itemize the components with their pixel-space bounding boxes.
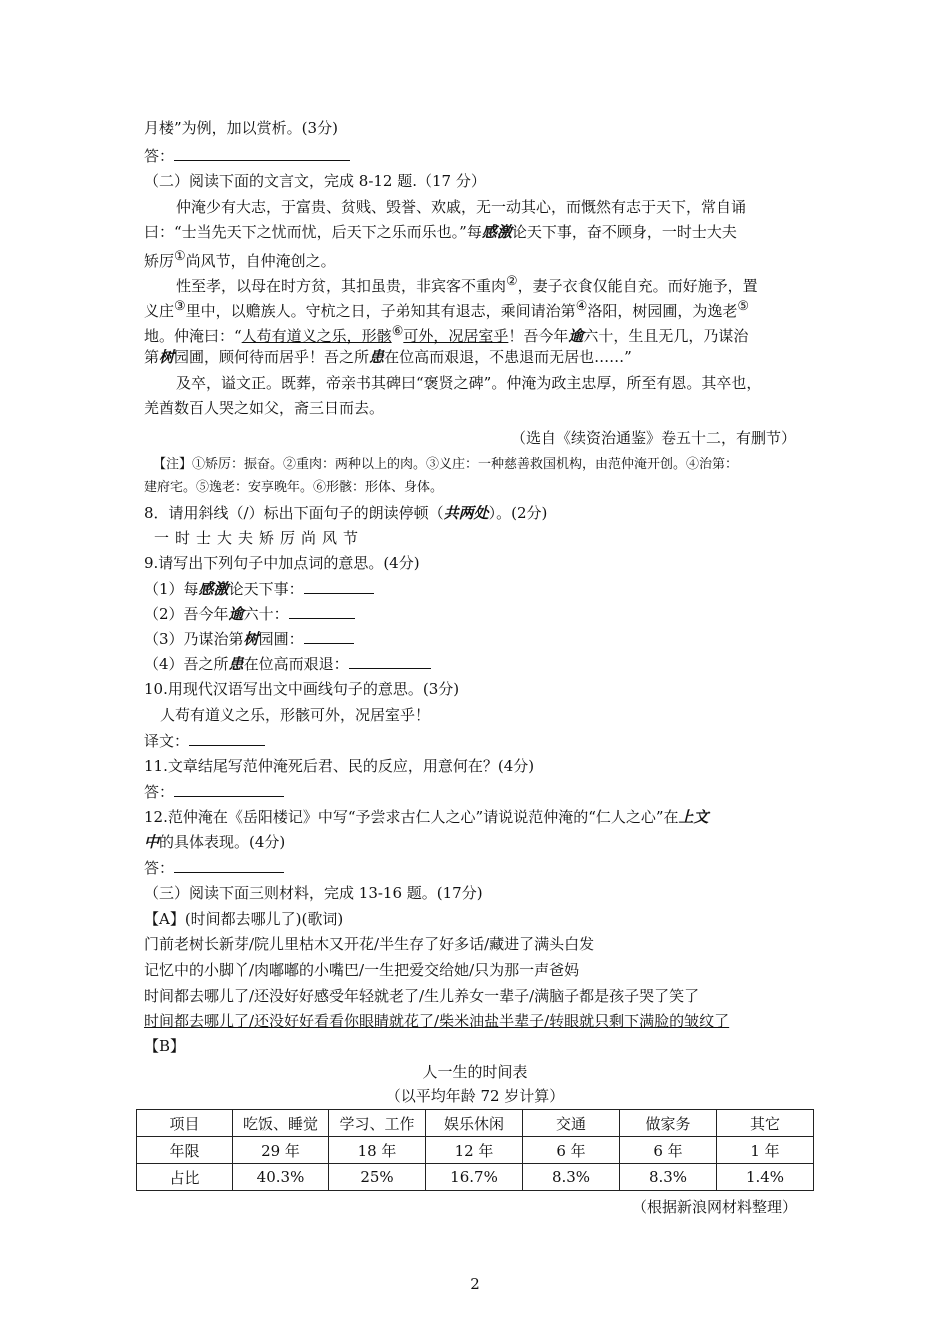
lyric-line — [144, 960, 579, 980]
prev-question-tail — [144, 118, 338, 138]
table-cell: 年限 — [137, 1137, 233, 1164]
dotted-word: 患 — [228, 655, 244, 673]
table-cell: 做家务 — [620, 1110, 717, 1137]
text: 一时士大夫矫厉尚风节 — [154, 529, 365, 547]
text: 六十，生且无几，乃谋治 — [583, 327, 749, 345]
text: 洛阳，树园圃，为逸老 — [587, 302, 738, 320]
answer-blank[interactable] — [174, 146, 350, 161]
table-cell: 1 年 — [717, 1137, 814, 1164]
table-cell: 12 年 — [426, 1137, 523, 1164]
text: 里中，以赡族人。守杭之日，子弟知其有退志，乘间请治第 — [185, 302, 576, 320]
table-cell: 吃饭、睡觉 — [233, 1110, 329, 1137]
footnote-mark: ① — [174, 249, 186, 264]
question-9-item — [144, 629, 354, 649]
table-cell: 其它 — [717, 1110, 814, 1137]
answer-label: 答： — [144, 859, 175, 877]
underlined-sentence: 可外，况居室乎 — [403, 327, 509, 345]
dotted-word: 树 — [159, 348, 175, 366]
text: （以平均年龄 72 岁计算） — [385, 1087, 565, 1105]
answer-blank[interactable] — [174, 858, 284, 873]
text: 【B】 — [144, 1037, 186, 1055]
text: 在位高而艰退，不患退而无居也……” — [384, 348, 632, 366]
text: 仲淹少有大志，于富贵、贫贱、毁誉、欢戚，无一动其心，而慨然有志于天下，常自诵 — [176, 198, 747, 216]
text: 羌酋数百人哭之如父，斋三日而去。 — [144, 399, 385, 417]
text: 矫厉 — [144, 252, 175, 270]
answer-blank[interactable] — [174, 782, 284, 797]
section-two-heading — [144, 171, 486, 191]
text: 论天下事，奋不顾身，一时士大夫 — [511, 223, 737, 241]
question-12 — [144, 807, 709, 827]
text: 9.请写出下列句子中加点词的意思。(4分) — [144, 554, 420, 572]
text: 在位高而艰退： — [243, 655, 349, 673]
answer-blank[interactable] — [349, 654, 431, 669]
text: （三）阅读下面三则材料，完成 13-16 题。(17分) — [144, 884, 483, 902]
footnote-line — [153, 455, 738, 475]
answer-line — [144, 782, 284, 802]
table-cell: 6 年 — [523, 1137, 620, 1164]
question-11 — [144, 756, 534, 776]
material-a-heading — [144, 909, 343, 929]
text: 人一生的时间表 — [422, 1063, 528, 1081]
table-title — [0, 1062, 950, 1082]
text: 论天下事： — [228, 580, 304, 598]
text: 性至孝，以母在时方贫，其扣虽贵，非宾客不重肉 — [176, 277, 507, 295]
dotted-word: 共两处 — [443, 504, 489, 522]
answer-label: 答： — [144, 783, 175, 801]
text: 曰：“士当先天下之忧而忧，后天下之乐而乐也。”每 — [144, 223, 482, 241]
table-cell: 18 年 — [329, 1137, 426, 1164]
text: 2 — [470, 1275, 480, 1293]
table-row — [137, 1164, 814, 1191]
text: 时间都去哪儿了/还没好好看看你眼睛就花了/柴米油盐半辈子/转眼就只剩下满脸的皱纹了 — [144, 1012, 730, 1030]
text: 建府宅。⑤逸老：安享晚年。⑥形骸：形体、身体。 — [144, 480, 444, 495]
text: （3）乃谋治第 — [144, 630, 244, 648]
text: 人苟有道义之乐，形骸可外，况居室乎！ — [160, 706, 431, 724]
table-cell: 25% — [329, 1164, 426, 1191]
answer-line — [144, 858, 284, 878]
text: （2）吾今年 — [144, 605, 229, 623]
table-cell: 8.3% — [620, 1164, 717, 1191]
text: 六十： — [243, 605, 289, 623]
dotted-word: 中 — [144, 833, 160, 851]
answer-label: 译文： — [144, 732, 190, 750]
question-8 — [144, 503, 547, 523]
dotted-word: 患 — [369, 348, 385, 366]
question-9-item — [144, 579, 374, 599]
dotted-word: 树 — [243, 630, 259, 648]
passage-line — [176, 272, 758, 296]
table-cell: 娱乐休闲 — [426, 1110, 523, 1137]
lyric-line-underlined — [144, 1011, 729, 1031]
question-9 — [144, 553, 420, 573]
text: 月楼”为例，加以赏析。(3分) — [144, 119, 338, 137]
table-row — [137, 1137, 814, 1164]
underlined-sentence: 人苟有道义之乐，形骸 — [241, 327, 392, 345]
lyric-line — [144, 986, 699, 1006]
text: （二）阅读下面的文言文，完成 8-12 题.（17 分） — [144, 172, 486, 190]
passage-line — [176, 197, 746, 217]
answer-blank[interactable] — [189, 731, 265, 746]
question-9-item — [144, 604, 355, 624]
text: 12.范仲淹在《岳阳楼记》中写“予尝求古仁人之心”请说说范仲淹的“仁人之心”在 — [144, 808, 679, 826]
text: 第 — [144, 348, 160, 366]
dotted-word: 感激 — [481, 223, 512, 241]
footnote-mark: ⑥ — [391, 324, 404, 339]
text: 记忆中的小脚丫/肉嘟嘟的小嘴巴/一生把爱交给她/只为那一声爸妈 — [144, 961, 580, 979]
table-subtitle — [0, 1086, 950, 1106]
passage-line — [144, 322, 748, 346]
question-12-cont — [144, 832, 285, 852]
text: （选自《续资治通鉴》卷五十二，有删节） — [511, 429, 797, 447]
footnote-mark: ② — [506, 274, 518, 289]
table-cell: 29 年 — [233, 1137, 329, 1164]
passage-source — [511, 428, 796, 448]
text: 园圃： — [258, 630, 304, 648]
text: 10.用现代汉语写出文中画线句子的意思。(3分) — [144, 680, 460, 698]
table-header-row — [137, 1110, 814, 1137]
text: ）。(2分) — [488, 504, 548, 522]
table-cell: 占比 — [137, 1164, 233, 1191]
text: 【A】(时间都去哪儿了)(歌词) — [144, 910, 344, 928]
footnote-mark: ④ — [575, 299, 588, 314]
answer-blank[interactable] — [304, 579, 374, 594]
table-cell: 16.7% — [426, 1164, 523, 1191]
dotted-word: 逾 — [228, 605, 244, 623]
section-three-heading — [144, 883, 483, 903]
answer-line — [144, 146, 350, 166]
dotted-word: 上文 — [678, 808, 709, 826]
table-cell: 学习、工作 — [329, 1110, 426, 1137]
page-number — [0, 1274, 950, 1294]
answer-label: 答： — [144, 147, 175, 165]
material-b-heading — [144, 1036, 185, 1056]
question-10-sentence — [160, 705, 430, 725]
question-9-item — [144, 654, 431, 674]
answer-blank[interactable] — [289, 604, 355, 619]
answer-blank[interactable] — [304, 629, 354, 644]
dotted-word: 逾 — [568, 327, 584, 345]
text: ，妻子衣食仅能自充。而好施予，置 — [517, 277, 758, 295]
table-cell: 8.3% — [523, 1164, 620, 1191]
question-8-sentence — [154, 528, 364, 548]
text: 园圃，顾何待而居乎！吾之所 — [174, 348, 370, 366]
table-cell: 项目 — [137, 1110, 233, 1137]
footnote-mark: ③ — [174, 299, 186, 314]
passage-line — [144, 247, 336, 271]
text: 时间都去哪儿了/还没好好感受年轻就老了/生儿养女一辈子/满脑子都是孩子哭了笑了 — [144, 987, 700, 1005]
question-10 — [144, 679, 459, 699]
passage-line — [144, 398, 384, 418]
text: 门前老树长新芽/院儿里枯木又开花/半生存了好多话/藏进了满头白发 — [144, 935, 595, 953]
text: 8．请用斜线（/）标出下面句子的朗读停顿（ — [144, 504, 444, 522]
passage-line — [144, 297, 749, 321]
text: （4）吾之所 — [144, 655, 229, 673]
answer-line — [144, 731, 265, 751]
text: 尚风节，自仲淹创之。 — [185, 252, 336, 270]
dotted-word: 感激 — [198, 580, 229, 598]
table-cell: 1.4% — [717, 1164, 814, 1191]
passage-line — [144, 347, 632, 367]
text: （1）每 — [144, 580, 199, 598]
passage-line — [144, 222, 737, 242]
text: ！吾今年 — [508, 327, 569, 345]
text: 义庄 — [144, 302, 175, 320]
text: 地。仲淹曰：“ — [144, 327, 242, 345]
table-cell: 6 年 — [620, 1137, 717, 1164]
footnote-line — [144, 478, 443, 498]
text: 的具体表现。(4分) — [159, 833, 286, 851]
table-source — [632, 1197, 797, 1217]
table-cell: 交通 — [523, 1110, 620, 1137]
text: 【注】①矫厉：振奋。②重肉：两种以上的肉。③义庄：一种慈善救国机构，由范仲淹开创。④治第： — [153, 457, 739, 472]
lyric-line — [144, 934, 594, 954]
text: （根据新浪网材料整理） — [632, 1198, 798, 1216]
text: 及卒，谥文正。既葬，帝亲书其碑曰“褒贤之碑”。仲淹为政主忠厚，所至有恩。其卒也， — [176, 374, 762, 392]
table-cell: 40.3% — [233, 1164, 329, 1191]
footnote-mark: ⑤ — [737, 299, 750, 314]
passage-line — [176, 373, 761, 393]
time-table — [136, 1109, 814, 1191]
text: 11.文章结尾写范仲淹死后君、民的反应，用意何在？(4分) — [144, 757, 535, 775]
